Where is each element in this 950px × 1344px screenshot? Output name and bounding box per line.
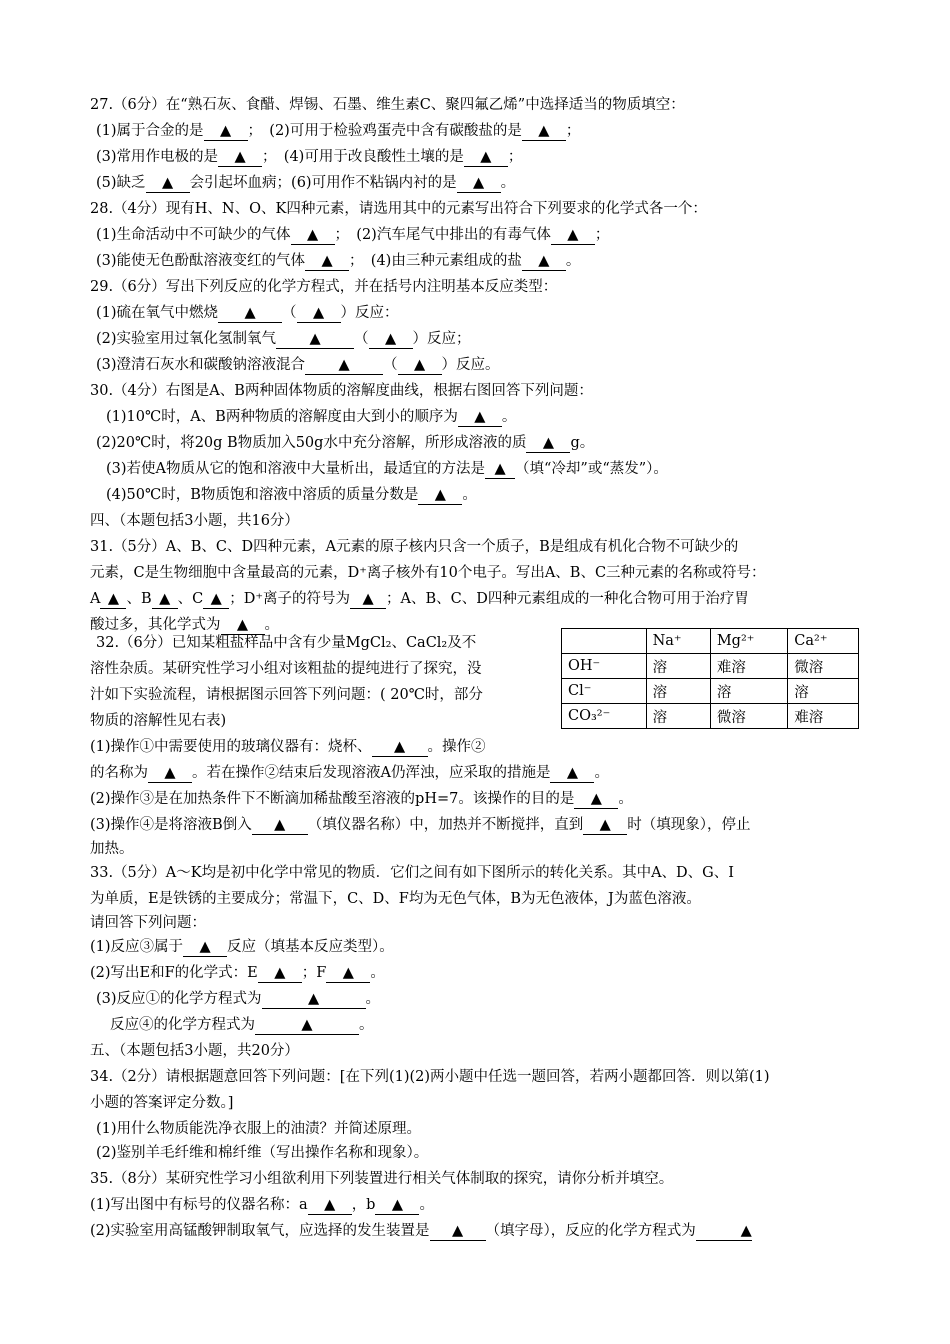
answer-blank[interactable]: ▲ [255, 1016, 359, 1035]
answer-blank[interactable]: ▲ [305, 252, 349, 271]
table-cell: OH⁻ [562, 654, 647, 679]
table-cell: 溶 [788, 679, 859, 704]
answer-blank[interactable]: ▲ [418, 486, 462, 505]
answer-blank[interactable]: ▲ [574, 790, 618, 809]
q27-line1: (1)属于合金的是 ▲ ； (2)可用于检验鸡蛋壳中含有碳酸盐的是 ▲ ； [96, 123, 581, 139]
table-header-row [562, 629, 859, 654]
q32-line4: 物质的溶解性见右表) [90, 713, 227, 729]
q30-line3: (3)若使A物质从它的饱和溶液中大量析出，最适宜的方法是 ▲ （填“冷却”或“蒸发”）。 [106, 461, 668, 477]
answer-blank[interactable]: ▲ [152, 590, 178, 609]
q30-line4: (4)50℃时，B物质饱和溶液中溶质的质量分数是 ▲ 。 [106, 487, 477, 503]
table-cell: Cl⁻ [562, 679, 647, 704]
q28-line1: (1)生命活动中不可缺少的气体 ▲ ； (2)汽车尾气中排出的有毒气体 ▲ ； [96, 227, 610, 243]
table-cell: Ca²⁺ [788, 629, 859, 654]
answer-blank[interactable]: ▲ [583, 816, 627, 835]
answer-blank[interactable]: ▲ [326, 964, 370, 983]
table-cell: CO₃²⁻ [562, 704, 647, 729]
q31-line1: 31.（5分）A、B、C、D四种元素，A元素的原子核内只含一个质子，B是组成有机化合物不可缺少的 [90, 539, 739, 555]
q27-title: 27.（6分）在“熟石灰、食醋、焊锡、石墨、维生素C、聚四氟乙烯”中选择适当的物质填空： [90, 97, 685, 113]
q31-line4: 酸过多，其化学式为 ▲ 。 [90, 617, 279, 633]
q27-line3: (5)缺乏 ▲ 会引起坏血病；(6)可用作不粘锅内衬的是 ▲ 。 [96, 175, 516, 191]
table-cell: 微溶 [710, 704, 787, 729]
q30-line1: (1)10℃时，A、B两种物质的溶解度由大到小的顺序为 ▲ 。 [106, 409, 517, 425]
answer-blank[interactable]: ▲ [551, 226, 595, 245]
answer-blank[interactable]: ▲ [218, 304, 282, 323]
q32-line8: (3)操作④是将溶液B倒入 ▲ （填仪器名称）中，加热并不断搅拌，直到 ▲ 时（填现象），停止 [90, 817, 751, 833]
q32-line7: (2)操作③是在加热条件下不断滴加稀盐酸至溶液的pH=7。该操作的目的是 ▲ 。 [90, 791, 633, 807]
q29-title: 29.（6分）写出下列反应的化学方程式，并在括号内注明基本反应类型： [90, 279, 558, 295]
answer-blank[interactable]: ▲ [485, 460, 515, 479]
table-cell: 微溶 [788, 654, 859, 679]
q33-line2: 为单质，E是铁锈的主要成分；常温下，C、D、F均为无色气体，B为无色液体，J为蓝色溶液。 [90, 891, 701, 907]
q33-line5: (2)写出E和F的化学式：E ▲ ；F ▲ 。 [90, 965, 385, 981]
answer-blank[interactable]: ▲ [526, 434, 570, 453]
q34-line2: 小题的答案评定分数。] [90, 1095, 234, 1111]
q30-line2: (2)20℃时，将20g B物质加入50g水中充分溶解，所形成溶液的质 ▲ g。 [96, 435, 595, 451]
answer-blank[interactable]: ▲ [218, 148, 262, 167]
q33-line4: (1)反应③属于 ▲ 反应（填基本反应类型）。 [90, 939, 394, 955]
answer-blank[interactable]: ▲ [458, 408, 502, 427]
q32-line3: 汁如下实验流程，请根据图示回答下列问题：( 20℃时，部分 [90, 687, 483, 703]
answer-blank[interactable]: ▲ [221, 616, 265, 635]
q30-title: 30.（4分）右图是A、B两种固体物质的溶解度曲线，根据右图回答下列问题： [90, 383, 593, 399]
q28-line2: (3)能使无色酚酞溶液变红的气体 ▲ ； (4)由三种元素组成的盐 ▲ 。 [96, 253, 581, 269]
table-row [562, 654, 859, 679]
answer-blank[interactable]: ▲ [375, 1196, 419, 1215]
table-row [562, 704, 859, 729]
q27-line2: (3)常用作电极的是 ▲ ； (4)可用于改良酸性土壤的是 ▲ ； [96, 149, 523, 165]
answer-blank[interactable]: ▲ [297, 304, 341, 323]
answer-blank[interactable]: ▲ [148, 764, 192, 783]
answer-blank[interactable]: ▲ [522, 252, 566, 271]
answer-blank[interactable]: ▲ [252, 816, 308, 835]
q32-line5: (1)操作①中需要使用的玻璃仪器有：烧杯、 ▲ 。操作② [90, 739, 486, 755]
table-row [562, 679, 859, 704]
q32-line2: 溶性杂质。某研究性学习小组对该粗盐的提纯进行了探究，没 [90, 661, 482, 677]
q33-line7: 反应④的化学方程式为 ▲ 。 [110, 1017, 374, 1033]
section-4-heading: 四、（本题包括3小题，共16分） [90, 513, 299, 529]
answer-blank[interactable]: ▲ [100, 590, 126, 609]
answer-blank[interactable]: ▲ [262, 990, 366, 1009]
answer-blank[interactable]: ▲ [276, 330, 354, 349]
table-cell: Na⁺ [646, 629, 710, 654]
answer-blank[interactable]: ▲ [204, 122, 248, 141]
table-cell: 难溶 [788, 704, 859, 729]
q34-line3: (1)用什么物质能洗净衣服上的油渍？并简述原理。 [96, 1121, 422, 1137]
q28-title: 28.（4分）现有H、N、O、K四种元素，请选用其中的元素写出符合下列要求的化学式各一个： [90, 201, 707, 217]
q34-line1: 34.（2分）请根据题意回答下列问题：[在下列(1)(2)两小题中任选一题回答，若两小题都回答．则以第(1) [90, 1069, 770, 1085]
answer-blank[interactable]: ▲ [372, 738, 428, 757]
answer-blank[interactable]: ▲ [464, 148, 508, 167]
solubility-table [561, 628, 859, 729]
q31-line3: A ▲ 、B ▲ 、C ▲ ；D⁺离子的符号为 ▲ ；A、B、C、D四种元素组成的一种化合物可用于治疗胃 [90, 591, 749, 607]
answer-blank[interactable]: ▲ [696, 1222, 752, 1241]
answer-blank[interactable]: ▲ [203, 590, 229, 609]
table-cell: 难溶 [710, 654, 787, 679]
q32-line9: 加热。 [90, 841, 134, 857]
q32-line1: 32.（6分）已知某粗盐样品中含有少量MgCl₂、CaCl₂及不 [96, 635, 477, 651]
answer-blank[interactable]: ▲ [430, 1222, 486, 1241]
answer-blank[interactable]: ▲ [550, 764, 594, 783]
answer-blank[interactable]: ▲ [308, 1196, 352, 1215]
answer-blank[interactable]: ▲ [369, 330, 413, 349]
q34-line4: (2)鉴别羊毛纤维和棉纤维（写出操作名称和现象）。 [96, 1145, 429, 1161]
table-cell [562, 629, 647, 654]
table-cell: 溶 [646, 679, 710, 704]
answer-blank[interactable]: ▲ [457, 174, 501, 193]
q33-line6: (3)反应①的化学方程式为 ▲ 。 [96, 991, 381, 1007]
q29-line3: (3)澄清石灰水和碳酸钠溶液混合 ▲ （ ▲ ）反应。 [96, 357, 500, 373]
q29-line1: (1)硫在氧气中燃烧 ▲ （ ▲ ）反应： [96, 305, 399, 321]
answer-blank[interactable]: ▲ [291, 226, 335, 245]
answer-blank[interactable]: ▲ [522, 122, 566, 141]
table-cell: 溶 [710, 679, 787, 704]
answer-blank[interactable]: ▲ [305, 356, 383, 375]
q35-line3: (2)实验室用高锰酸钾制取氧气，应选择的发生装置是 ▲ （填字母），反应的化学方程式为 ▲ [90, 1223, 752, 1239]
answer-blank[interactable]: ▲ [398, 356, 442, 375]
table-cell: 溶 [646, 704, 710, 729]
table-cell: Mg²⁺ [710, 629, 787, 654]
q33-line1: 33.（5分）A～K均是初中化学中常见的物质．它们之间有如下图所示的转化关系。其中A、D、G、I [90, 865, 734, 881]
q35-line2: (1)写出图中有标号的仪器名称：a ▲ ，b ▲ 。 [90, 1197, 434, 1213]
table-cell: 溶 [646, 654, 710, 679]
q31-line2: 元素，C是生物细胞中含量最高的元素，D⁺离子核外有10个电子。写出A、B、C三种元素的名称或符号： [90, 565, 766, 581]
answer-blank[interactable]: ▲ [258, 964, 302, 983]
q33-line3: 请回答下列问题： [90, 915, 206, 931]
q32-line6: 的名称为 ▲ 。若在操作②结束后发现溶液A仍浑浊，应采取的措施是 ▲ 。 [90, 765, 609, 781]
q29-line2: (2)实验室用过氧化氢制氧气 ▲ （ ▲ ）反应； [96, 331, 471, 347]
section-5-heading: 五、（本题包括3小题，共20分） [90, 1043, 299, 1059]
answer-blank[interactable]: ▲ [183, 938, 227, 957]
answer-blank[interactable]: ▲ [350, 590, 386, 609]
answer-blank[interactable]: ▲ [146, 174, 190, 193]
q35-line1: 35.（8分）某研究性学习小组欲利用下列装置进行相关气体制取的探究，请你分析并填空。 [90, 1171, 674, 1187]
